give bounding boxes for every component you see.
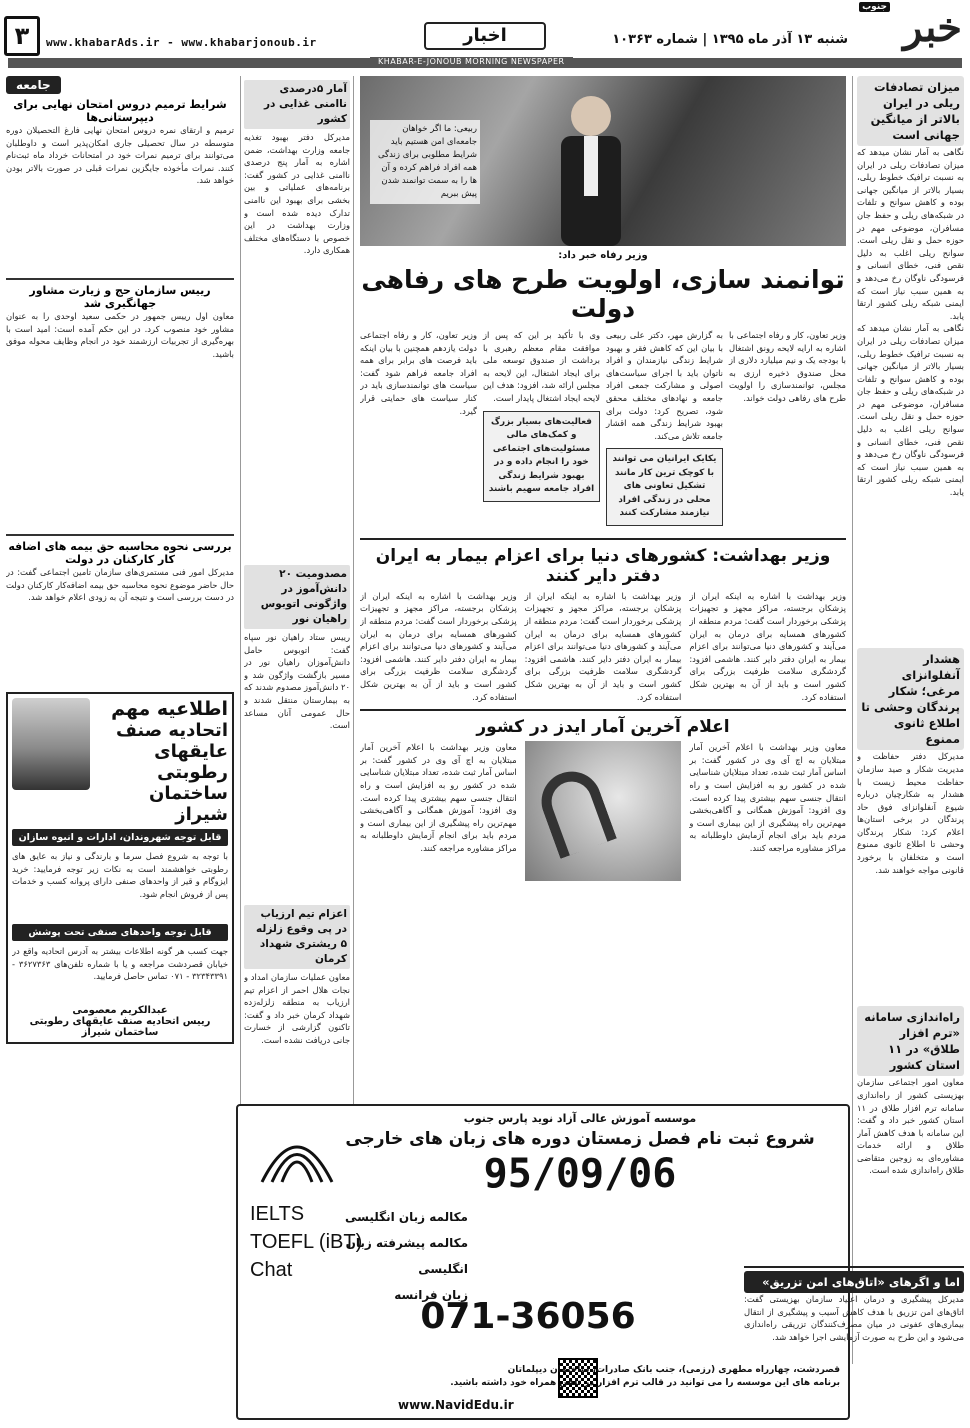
language-item: زبان فرانسه bbox=[394, 1288, 468, 1302]
news-title: اعزام تیم ارزیاب در پی وقوع زلزله ۵ ریشتری شهداد کرمان bbox=[244, 905, 350, 969]
announcement-body: جهت کسب هر گونه اطلاعات بیشتر به آدرس اتحادیه واقع در خیابان قصردشت مراجعه و یا با شماره تلفن‌های ۳۶۲۷۳۶۳ - ۳۲۳۴۳۳۹۱ - ۰۷۱ تماس حاصل فرمایید. bbox=[12, 946, 228, 982]
section-tab bbox=[6, 76, 234, 94]
article-body: مدیرکل امور فنی مستمری‌های سازمان تامین اجتماعی گفت: در حال حاضر موضوع نحوه محاسبه حق بیمه اضافه‌کار کارکنان دولت در دست بررسی است و نتیجه آن به زودی اعلام خواهد شد. bbox=[6, 567, 234, 603]
registration-date: 95/09/06 bbox=[483, 1151, 677, 1197]
aids-article-body bbox=[360, 741, 846, 881]
article-title: راه‌اندازی سامانه «ترم افزار طلاق» در ۱۱ استان کشور bbox=[857, 1006, 964, 1076]
pull-quote: فعالیت‌های بسیار بزرگ و کمک‌های مالی مسئولیت‌های اجتماعی خود را انجام داده و در بهبود شرایط زندگی افراد جامعه سهیم باشند bbox=[483, 411, 600, 502]
main-column bbox=[360, 76, 846, 1098]
person-photo bbox=[12, 698, 90, 790]
headline-aids: اعلام آخرین آمار ایدز در کشور bbox=[360, 709, 846, 737]
language-item: مکالمه پیشرفته زبان انگلیسی bbox=[345, 1236, 468, 1276]
article-body: نگاهی به آمار نشان میدهد که میزان تصادفات ریلی در ایران به نسبت ترافیک خطوط ریلی، بسیار بالاتر از میانگین جهانی بوده و کاهش سوانح و تلفات در شبکه‌های ریلی و حفظ جان مسافران، موضوعی مهم در حوزه حمل و نقل ریلی است. سوانح ریلی اغلب به دلیل نقص فنی، خطای انسانی و فرسودگی ناوگان رخ می‌دهد و به همین سبب نیاز است که ایمنی شبکه ریلی کشور ارتقا یابد. bbox=[857, 147, 964, 321]
divider bbox=[6, 534, 234, 536]
ad-note: برنامه های این موسسه را می توانید در قالب ترم افزار در تلفن همراه خود داشته باشید. bbox=[450, 1378, 840, 1388]
section-title: اخبار bbox=[424, 22, 546, 50]
left-column bbox=[6, 76, 234, 1422]
newspaper-logo bbox=[852, 4, 962, 52]
ad-title: شروع ثبت نام فصل زمستان دوره های زبان های خارجی bbox=[345, 1129, 815, 1149]
right-column bbox=[852, 76, 964, 1364]
language-item: مکالمه زبان انگلیسی bbox=[344, 1210, 468, 1224]
exam-item: Chat bbox=[250, 1259, 293, 1281]
article-body: معاون اول رییس جمهور در حکمی سعید اوحدی را به عنوان مشاور خود منصوب کرد. در این حکم آمده است: امید است با بهره‌گیری از تجربیات ارزشمند خود در انجام وظایف محوله موفق باشید. bbox=[6, 311, 234, 359]
masthead bbox=[0, 0, 970, 72]
divider bbox=[6, 278, 234, 280]
article-body: ترمیم و ارتقای نمره دروس امتحان نهایی فارغ التحصیلان دوره متوسطه در سال تحصیلی جاری امکان‌پذیر است و داوطلبان می‌توانند برای ترمیم نمرات خود در امتحانات خرداد ماه ثبت‌نام کنند. نمرات مأخوذه جایگزین نمرات قبلی در صورت بالاتر بودن خواهد شد. bbox=[6, 125, 234, 186]
article-title: اما و اگرهای «اتاق‌های امن تزریق» bbox=[744, 1271, 964, 1293]
body-column: وزیر تعاون، کار و رفاه اجتماعی با اشاره به ارایه لایحه رونق اشتغال با بودجه یک و نیم میلیارد دلاری از محل صندوق ذخیره ارزی به مجلس، توانمندسازی را اولویت طرح های رفاهی دولت خواند. bbox=[729, 330, 846, 403]
article-title: بررسی نحوه محاسبه حق بیمه های اضافه کار کارکنان در دولت bbox=[8, 540, 232, 566]
announcement-band: قابل توجه شهروندان، ادارات و انبوه سازان bbox=[12, 829, 228, 846]
ad-address: قصردشت، چهارراه مطهری (رزمی)، جنب بانک صادرات، ساختمان دیپلماتان bbox=[507, 1365, 840, 1375]
announcement-band: قابل توجه واحدهای صنفی تحت پوشش bbox=[12, 924, 228, 941]
lead-article-body bbox=[360, 329, 846, 532]
body-text: وی با تأکید بر این که پس از موافقت مقام معظم رهبری با برداشت از صندوق توسعه ملی برای ایجاد اشتغال، این لایحه به مجلس ارائه شد، افزود: هدف این لایحه ایجاد اشتغال پایدار است. bbox=[483, 330, 600, 403]
body-column bbox=[483, 329, 600, 532]
exam-item: IELTS bbox=[250, 1203, 305, 1225]
body-column bbox=[525, 741, 682, 881]
ad-text bbox=[320, 1112, 840, 1197]
article-title: میزان تصادفات ریلی در ایران بالاتر از میانگین جهانی است bbox=[857, 76, 964, 146]
signer-name: عبدالکریم معصومی bbox=[72, 1005, 168, 1016]
article-title: شرایط ترمیم دروس امتحان نهایی برای دیپرستانی‌ها bbox=[13, 98, 227, 124]
article-title: رییس سازمان حج و زیارت مشاور جهانگیری شد bbox=[29, 284, 211, 310]
section-label: جامعه bbox=[6, 76, 61, 94]
body-column: وزیر بهداشت با اشاره به اینکه ایران از پزشکان برجسته، مراکز مجهز و تجهیزات پزشکی برخوردار است گفت: مردم منطقه از کشورهای همسایه برای درمان به ایران می‌آیند و کشورهای دنیا می‌توانند برای اعزام بیمار به ایران دفتر دایر کنند. هاشمی افزود: گردشگری سلامت ظرفیت بزرگی برای کشور است و باید از آن به بهترین شکل استفاده کرد. bbox=[360, 590, 517, 702]
injection-rooms-article bbox=[744, 1266, 964, 1422]
news-body: رییس ستاد راهیان نور سپاه گفت: اتوبوس حامل دانش‌آموزان راهیان نور در مسیر بازگشت واژگون شد و ۲۰ دانش‌آموز مصدوم شدند که به بیمارستان منتقل شدند و حال عمومی آنان مساعد است. bbox=[244, 632, 350, 731]
exam-item: TOEFL (iBT) bbox=[250, 1231, 363, 1253]
article-body-filler: نگاهی به آمار نشان میدهد که میزان تصادفات ریلی در ایران به نسبت ترافیک خطوط ریلی، بسیار بالاتر از میانگین جهانی بوده و کاهش سوانح و تلفات در شبکه‌های ریلی و حفظ جان مسافران، موضوعی مهم در حوزه حمل و نقل ریلی است. سوانح ریلی اغلب به دلیل نقص فنی، خطای انسانی و فرسودگی ناوگان رخ می‌دهد و به همین سبب نیاز است که ایمنی شبکه ریلی کشور ارتقا یابد. bbox=[857, 323, 964, 498]
article-body: معاون امور اجتماعی سازمان بهزیستی کشور از راه‌اندازی سامانه ترم افزار طلاق در ۱۱ استان کشور خبر داد و گفت: این سامانه با هدف کاهش آمار طلاق و ارائه خدمات مشاوره‌ای به زوجین متقاضی طلاق راه‌اندازی شده است. bbox=[857, 1077, 964, 1176]
body-column: وزیر تعاون، کار و رفاه اجتماعی دولت یازدهم همچنین با بیان اینکه باید فرصت های برابر برای همه افراد جامعه فراهم شود گفت: سیاست های توانمندسازی باید در کنار سیاست های حمایتی قرار گیرد. bbox=[360, 330, 477, 416]
school-name: موسسه آموزش عالی آزاد نوید پارس جنوب bbox=[463, 1112, 697, 1125]
body-column: وزیر بهداشت با اشاره به اینکه ایران از پزشکان برجسته، مراکز مجهز و تجهیزات پزشکی برخوردار است گفت: مردم منطقه از کشورهای همسایه برای درمان به ایران می‌آیند و کشورهای دنیا می‌توانند برای اعزام بیمار به ایران دفتر دایر کنند. هاشمی افزود: گردشگری سلامت ظرفیت بزرگی برای کشور است و باید از آن به بهترین شکل استفاده کرد. bbox=[524, 590, 682, 702]
lead-headline: توانمند سازی، اولویت طرح های رفاهی دولت bbox=[361, 265, 845, 323]
phone-number: 071-36056 bbox=[420, 1296, 636, 1337]
news-title: آمار ۵درصدی ناامنی غذایی در کشور bbox=[244, 80, 350, 129]
exam-list bbox=[250, 1200, 362, 1284]
hands-photo bbox=[525, 741, 682, 881]
article-title: هشدار آنفلوانزای مرغی؛ شکار پرندگان وحشی تا اطلاع ثانوی ممنوع bbox=[857, 648, 964, 750]
logo-subtitle: جنوب bbox=[859, 2, 890, 12]
union-announcement bbox=[6, 692, 234, 1044]
kicker: وزیر رفاه خبر داد: bbox=[558, 250, 648, 261]
minister-photo bbox=[360, 76, 846, 246]
headline-health: وزیر بهداشت: کشورهای دنیا برای اعزام بیمار به ایران دفتر دایر کنند bbox=[360, 538, 846, 586]
paper-name-en: KHABAR-E-JONOUB MORNING NEWSPAPER bbox=[370, 57, 573, 66]
article-body: مدیرکل دفتر حفاظت و مدیریت شکار و صید سازمان حفاظت محیط زیست با هشدار به شکارچیان درباره شیوع آنفلوانزای فوق حاد پرندگان در برخی استان‌ها اعلام کرد: شکار پرندگان وحشی تا اطلاع ثانوی ممنوع است و متخلفان با برخورد قانونی مواجه خواهند شد. bbox=[857, 751, 964, 875]
body-column: معاون وزیر بهداشت با اعلام آخرین آمار مبتلایان به اچ آی وی در کشور گفت: بر اساس آمار ثبت شده، تعداد مبتلایان شناسایی شده در کشور رو به افزایش است و راه انتقال جنسی سهم بیشتری پیدا کرده است. وی افزود: آموزش همگانی و آگاهی‌بخشی مهم‌ترین راه پیشگیری از این بیماری است و مردم باید برای انجام آزمایش داوطلبانه به مراکز مشاوره مراجعه کنند. bbox=[689, 742, 846, 853]
news-body: معاون عملیات سازمان امداد و نجات هلال احمر از اعزام تیم ارزیاب به منطقه زلزله‌زده شهداد کرمان خبر داد و گفت: تاکنون گزارشی از خسارت جانی دریافت نشده است. bbox=[244, 972, 350, 1045]
announcement-body: با توجه به شروع فصل سرما و بارندگی و نیاز به عایق های رطوبتی خواهشمند است به نکات زیر توجه فرمایید: خرید ایزوگام و قیر از واحدهای صنفی دارای پروانه کسب و خدمات پس از فروش انجام شود. bbox=[12, 851, 228, 899]
ad-website[interactable]: www.NavidEdu.ir bbox=[398, 1398, 514, 1412]
union-name: اتحادیه صنف عایقهای رطوبتی ساختمان شیراز bbox=[115, 720, 228, 825]
body-column: وزیر بهداشت با اشاره به اینکه ایران از پزشکان برجسته، مراکز مجهز و تجهیزات پزشکی برخوردار است گفت: مردم منطقه از کشورهای همسایه برای درمان به ایران می‌آیند و کشورهای دنیا می‌توانند برای اعزام بیمار به ایران دفتر دایر کنند. هاشمی افزود: گردشگری سلامت ظرفیت بزرگی برای کشور است و باید از آن به بهترین شکل استفاده کرد. bbox=[689, 590, 846, 702]
health-article-body bbox=[360, 590, 846, 703]
ribbon-icon bbox=[533, 763, 617, 859]
pull-quote: یکایک ایرانیان می توانند با کوچک ترین کار مانند تشکیل تعاونی های محلی در زندگی افراد نیازمند مشارکت کنند bbox=[606, 448, 723, 526]
dateline: شنبه ۱۳ آذر ماه ۱۳۹۵ | شماره ۱۰۳۶۳ bbox=[612, 32, 848, 47]
announcement-title: اطلاعیه مهم bbox=[111, 698, 228, 720]
body-column bbox=[606, 329, 723, 532]
logo-text: خبر bbox=[903, 4, 962, 51]
photo-caption: ربیعی: ما اگر خواهان جامعه‌ای امن هستیم باید شرایط مطلوبی برای زندگی همه افراد فراهم کرده و آن ها را به سمت توانمند شدن پیش ببریم bbox=[370, 120, 480, 204]
news-title: مصدومیت ۲۰ دانش‌آموز در واژگونی اتوبوس راهیان نور bbox=[244, 565, 350, 629]
page-number: ۳ bbox=[4, 16, 40, 56]
person-silhouette bbox=[546, 86, 636, 246]
article-body: مدیرکل پیشگیری و درمان اعتیاد سازمان بهزیستی گفت: اتاق‌های امن تزریق با هدف کاهش آسیب و پیشگیری از انتقال بیماری‌های عفونی در میان مصرف‌کنندگان تزریقی راه‌اندازی می‌شود و این طرح به صورت آزمایشی اجرا خواهد شد. bbox=[744, 1294, 964, 1342]
news-body: مدیرکل دفتر بهبود تغذیه جامعه وزارت بهداشت، ضمن اشاره به آمار پنج درصدی ناامنی غذایی در کشور گفت: برنامه‌های عملیاتی و بین بخشی برای بهبود این ناامنی تدارک دیده شده است و وزارت بهداشت در این خصوص با دستگاه‌های مختلف همکاری دارد. bbox=[244, 132, 350, 256]
body-text: به گزارش مهر، دکتر علی ربیعی با بیان این که کاهش فقر و بهبود شرایط زندگی نیازمندان و افراد ناتوان باید با اجرای سیاست‌های اصولی و مشارکت جمعی افراد جامعه و نهادهای مختلف محقق شود، تصریح کرد: دولت برای بهبود شرایط زندگی همه اقشار جامعه تلاش می‌کند. bbox=[606, 330, 723, 441]
body-column: معاون وزیر بهداشت با اعلام آخرین آمار مبتلایان به اچ آی وی در کشور گفت: بر اساس آمار ثبت شده، تعداد مبتلایان شناسایی شده در کشور رو به افزایش است و راه انتقال جنسی سهم بیشتری پیدا کرده است. وی افزود: آموزش همگانی و آگاهی‌بخشی مهم‌ترین راه پیشگیری از این بیماری است و مردم باید برای انجام آزمایش داوطلبانه به مراکز مشاوره مراجعه کنند. bbox=[360, 742, 517, 853]
signer-role: رییس اتحادیه صنف عایقهای رطوبتی ساختمان شیراز bbox=[29, 1016, 211, 1038]
websites: www.khabarAds.ir - www.khabarjonoub.ir bbox=[46, 36, 317, 49]
news-column bbox=[240, 76, 354, 1106]
